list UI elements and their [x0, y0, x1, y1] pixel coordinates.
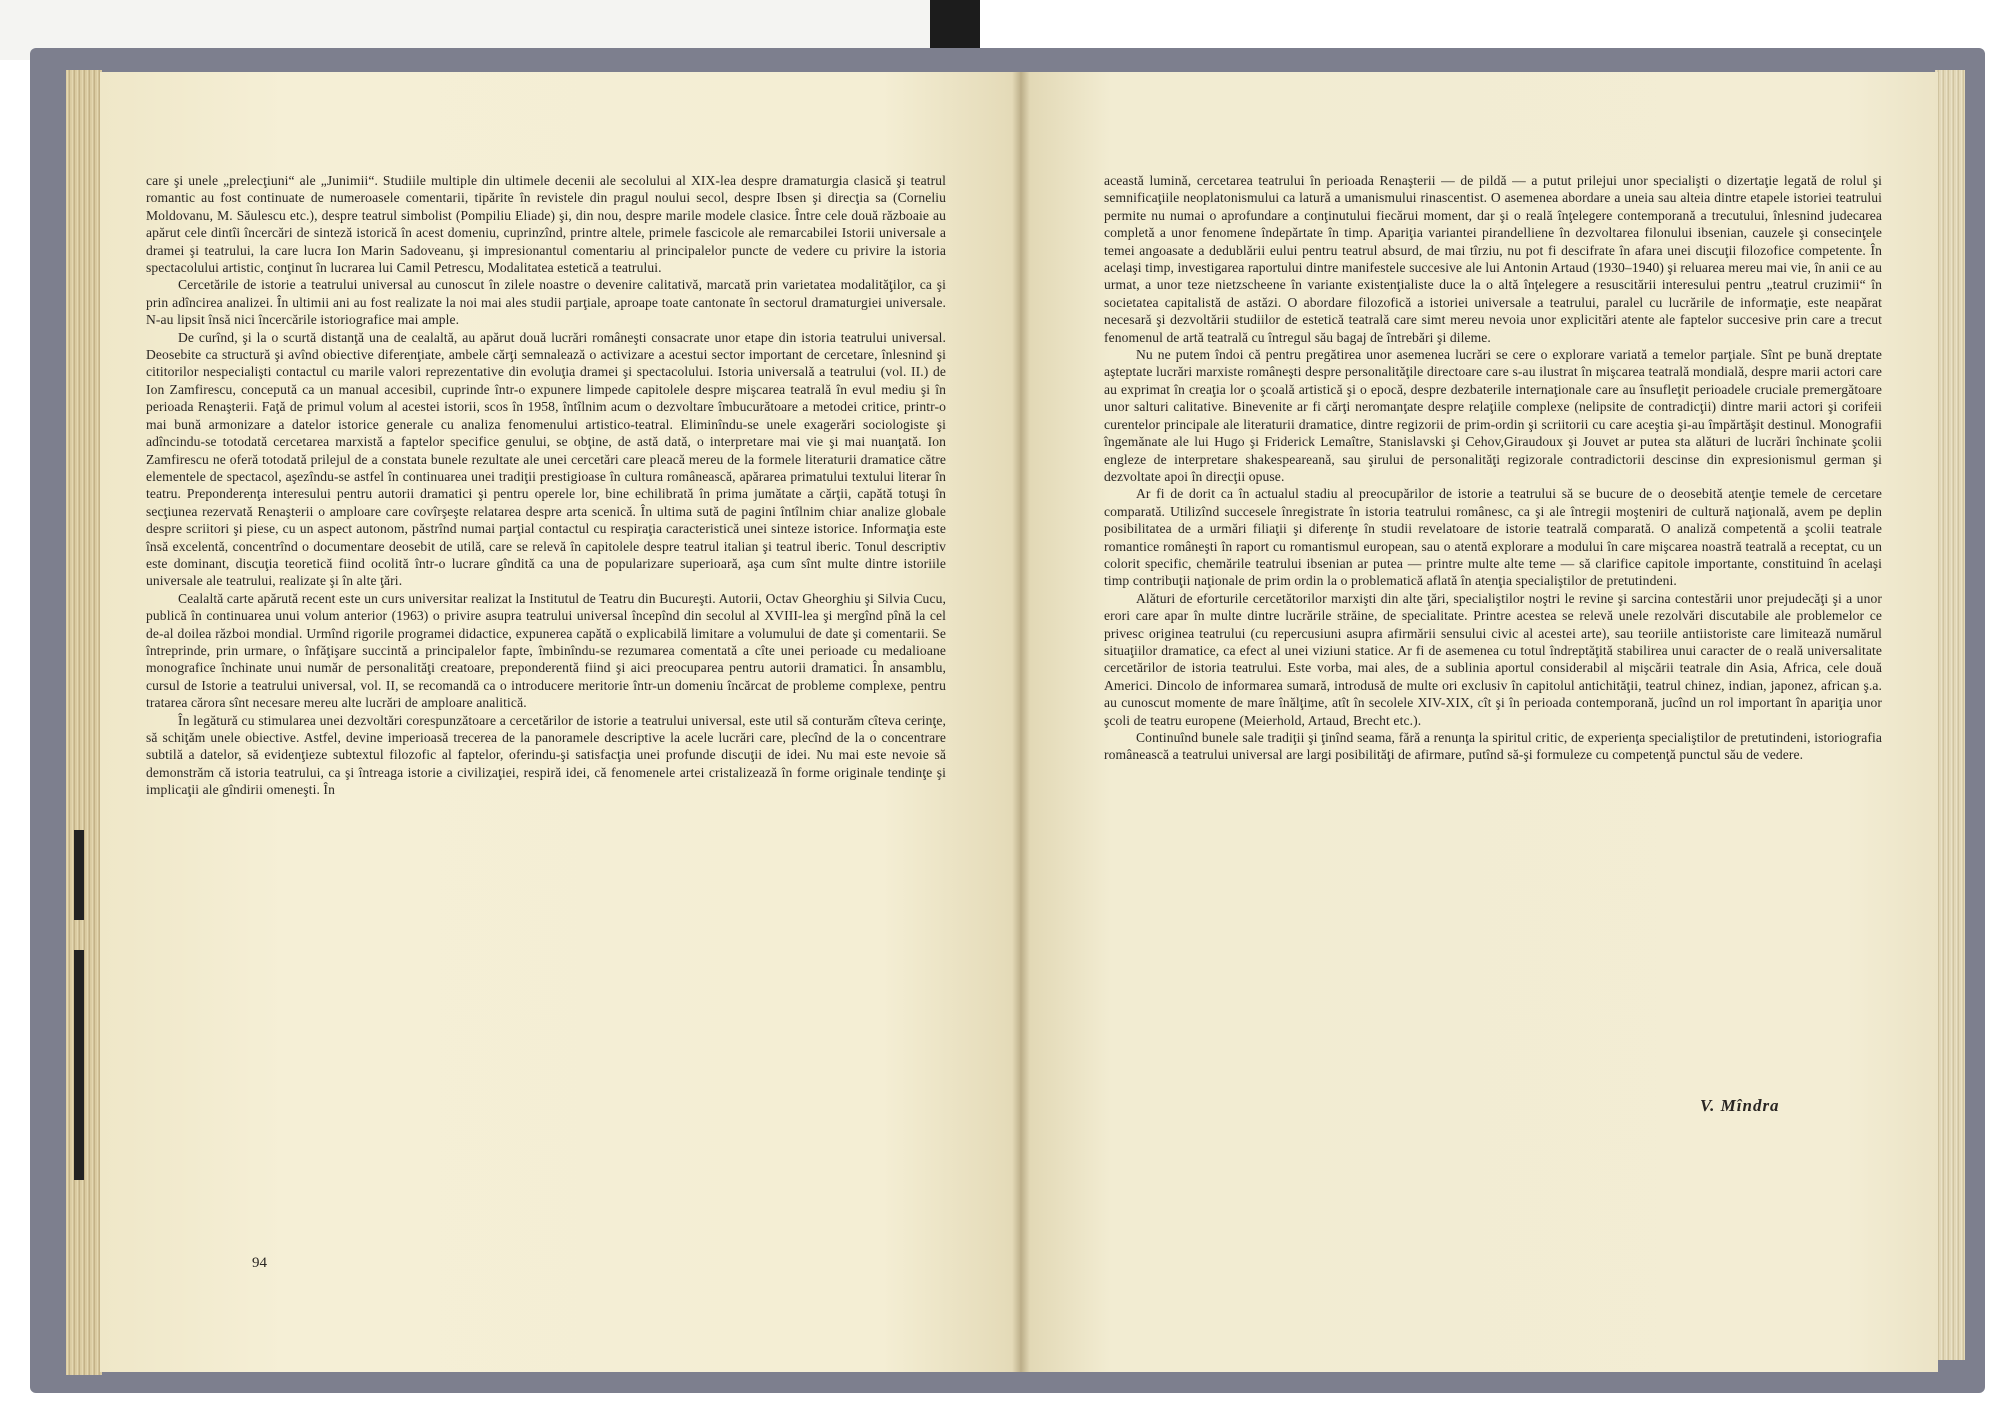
left-page-text: [146, 172, 946, 799]
paragraph: care şi unele „prelecţiuni“ ale „Junimii“. Studiile multiple din ultimele decenii ale secolului al XIX-lea despre dramaturgia clasică şi teatrul romantic au fost continuate de numeroasele comentarii, tipărite în revistele din pragul noului secol, despre Ibsen şi direcţia sa (Corneliu Moldovanu, M. Săulescu etc.), despre teatrul simbolist (Pompiliu Eliade) şi, din nou, despre marile modele clasice. Între cele două războaie au apărut cele dintîi încercări de sinteză istorică în acest domeniu, cuprinzînd, printre altele, primele fascicole ale remarcabilei Istorii universale a dramei şi teatrului, la care lucra Ion Marin Sadoveanu, şi impresionantul comentariu al principalelor puncte de vedere cu privire la istoria spectacolului artistic, conţinut în lucrarea lui Camil Petrescu, Modalitatea estetică a teatrului.: [146, 173, 946, 276]
paragraph: Continuînd bunele sale tradiţii şi ţinînd seama, fără a renunţa la spiritul critic, de experienţa specialiştilor de pretutindeni, istoriografia românească a teatrului universal are largi posibilităţi de afirmare, putînd să-şi formuleze cu competenţă punctul său de vedere.: [1104, 730, 1882, 763]
paragraph: Cealaltă carte apărută recent este un curs universitar realizat la Institutul de Teatru din Bucureşti. Autorii, Octav Gheorghiu şi Silvia Cucu, publică în continuarea unui volum anterior (1963) o privire asupra teatrului universal începînd din secolul al XVIII-lea şi mergînd pînă la cel de-al doilea război mondial. Urmînd rigorile programei didactice, expunerea capătă o explicabilă limitare a volumului de date şi comentarii. Se întreprinde, prin urmare, o înfăţişare succintă a principalelor fapte, îmbinîndu-se rezumarea comentată a cîte unei perioade cu medalioane monografice închinate unui număr de personalităţi creatoare, preponderentă fiind şi aici preocuparea pentru autorii dramatici. În ansamblu, cursul de Istorie a teatrului universal, vol. II, se recomandă ca o introducere meritorie într-un domeniu încărcat de probleme complexe, pentru tratarea cărora sînt necesare mereu alte lucrări de amploare analitică.: [146, 590, 946, 711]
paragraph: această lumină, cercetarea teatrului în perioada Renaşterii — de pildă — a putut prilejui unor specialişti o dizertaţie legată de rolul şi semnificaţiile neoplatonismului ca latură a umanismului rinascentist. O asemenea abordare a uneia sau alteia dintre etapele istoriei teatrului permite nu numai o aprofundare a conţinutului fiecărui moment, dar şi o reală înţelegere contemporană a trecutului, înlesnind judecarea completă a unor fenomene îndepărtate în timp. Apariţia variantei pirandelliene în dezvoltarea filonului ibsenian, cauzele şi consecinţele temei angoasate a dedublării eului pentru teatrul absurd, de mai tîrziu, nu pot fi descifrate în afara unei discuţii filozofice competente. În acelaşi timp, investigarea raportului dintre manifestele succesive ale lui Antonin Artaud (1930–1940) şi reluarea mereu mai vie, în anii ce au urmat, a unor teze nietzscheene în variante existenţialiste duce la o altă înţelegere a resuscitării interesului pentru „teatrul cruzimii“ în societatea capitalistă de astăzi. O abordare filozofică a istoriei universale a teatrului, paralel cu lucrările de informaţie, este neapărat necesară şi dezvoltării studiilor de estetică teatrală care simt mereu nevoia unor explicitări atente ale faptelor succesive prin care a trecut fenomenul de artă teatrală cu întregul său bagaj de întrebări şi dileme.: [1104, 173, 1882, 345]
paragraph: Ar fi de dorit ca în actualul stadiu al preocupărilor de istorie a teatrului să se bucure de o deosebită atenţie temele de cercetare comparată. Utilizînd succesele înregistrate în istoria teatrului românesc, ca şi ale întregii moşteniri de cultură naţională, avem pe deplin posibilitatea de a urmări filiaţii şi diferenţe în studii revelatoare de istorie teatrală comparată. O analiză competentă a şcolii teatrale romantice româneşti în raport cu romantismul european, sau o atentă explorare a modului în care mişcarea noastră teatrală a receptat, cu un colorit specific, chemările teatrului ibsenian ar putea — printre multe alte teme — să clarifice capitole importante, constituind în acelaşi timp contribuţii naţionale de prim ordin la o problematică aflată în atenţia specialiştilor de pretutindeni.: [1104, 486, 1882, 589]
paragraph: Nu ne putem îndoi că pentru pregătirea unor asemenea lucrări se cere o explorare variată a temelor parţiale. Sînt pe bună dreptate aşteptate lucrări marxiste româneşti despre personalităţile directoare care s-au ilustrat în mişcarea teatrală mondială, despre marii actori care au exprimat în creaţia lor o şcoală artistică şi o epocă, despre dezbaterile internaţionale care au însufleţit perioadele cruciale premergătoare unor salturi calitative. Binevenite ar fi cărţi neromanţate despre relaţiile complexe (nelipsite de contradicţii) dintre marii actori şi corifeii curentelor principale ale literaturii dramatice, dintre regizorii de prim-ordin şi scriitorii cu care aceştia şi-au împărtăşit destinul. Monografii îngemănate ale lui Hugo şi Friderick Lemaître, Stanislavski şi Cehov,Giraudoux şi Jouvet ar putea sta alături de lucrări închinate şcolii engleze de interpretare shakespeareană, sau şirului de personalităţi regizorale contradictorii descinse din expresionismul german şi dezvoltate apoi în direcţii opuse.: [1104, 347, 1882, 484]
page-block-edge-right: [1935, 70, 1965, 1360]
paragraph: Cercetările de istorie a teatrului universal au cunoscut în zilele noastre o devenire calitativă, marcată prin varietatea modalităţilor, ca şi prin adîncirea analizei. În ultimii ani au fost realizate la noi mai ales studii parţiale, aproape toate cantonate în sectorul dramaturgiei universale. N-au lipsit însă nici încercările istoriografice mai ample.: [146, 277, 946, 328]
book-gutter: [1012, 72, 1030, 1372]
page-block-edge-left: [66, 70, 102, 1375]
author-signature: V. Mîndra: [1700, 1096, 1780, 1115]
paragraph: Alături de eforturile cercetătorilor marxişti din alte ţări, specialiştilor noştri le revine şi sarcina contestării unor prejudecăţi şi a unor erori care apar în multe dintre lucrările străine, de specialitate. Printre acestea se relevă unele rezolvări discutabile ale problemelor ce privesc originea teatrului (cu repercusiuni asupra afirmării sensului civic al acestei arte), sau teoriile antiistoriste care limitează numărul situaţiilor dramatice, ca efect al unei viziuni statice. Ar fi de asemenea cu totul îndreptăţită stabilirea unui caracter de o reală universalitate cercetărilor de istoria teatrului. Este vorba, mai ales, de a sublinia aportul considerabil al mişcării teatrale din Asia, Africa, cele două Americi. Dincolo de informarea sumară, introdusă de multe ori exclusiv în capitolul antichităţii, teatrul chinez, indian, japonez, african ş.a. au cunoscut momente de mare înălţime, atît în secolele XIV-XIX, cît şi în perioada contemporană, jucînd un rol important în apariţia unor şcoli de teatru europene (Meierhold, Artaud, Brecht etc.).: [1104, 590, 1882, 728]
paragraph: În legătură cu stimularea unei dezvoltări corespunzătoare a cercetărilor de istorie a teatrului universal, este util să conturăm cîteva cerinţe, să schiţăm unele obiective. Astfel, devine imperioasă trecerea de la panoramele descriptive la acele lucrări care, plecînd de la o concentrare subtilă a datelor, să evidenţieze subtextul filozofic al faptelor, oferindu-şi satisfacţia unei profunde discuţii de idei. Nu mai este nevoie să demonstrăm că istoria teatrului, ca şi întreaga istorie a civilizaţiei, respiră idei, că fenomenele artei cristalizează în forme originale tendinţe şi implicaţii ale gîndirii omeneşti. În: [146, 712, 946, 798]
paragraph: De curînd, şi la o scurtă distanţă una de cealaltă, au apărut două lucrări româneşti consacrate unor etape din istoria teatrului universal. Deosebite ca structură şi avînd obiective diferenţiate, ambele cărţi semnalează o activizare a acestui sector important de cercetare, înlesnind şi cititorilor nespecialişti contactul cu marile valori reprezentative din evoluţia dramei şi spectacolului. Istoria universală a teatrului (vol. II.) de Ion Zamfirescu, concepută ca un manual accesibil, cuprinde într-o expunere limpede capitolele despre mişcarea teatrală în evul mediu şi în perioada Renaşterii. Faţă de primul volum al acestei istorii, scos în 1958, întîlnim acum o dezvoltare îmbucurătoare a metodei critice, printr-o mai bună armonizare a datelor istorice generale cu analiza fenomenului artistico-teatral. Eliminîndu-se unele exagerări sociologiste şi adîncindu-se totodată cercetarea marxistă a faptelor specifice genului, se obţine, de astă dată, o interpretare mai vie şi mai nuanţată. Ion Zamfirescu ne oferă totodată prilejul de a constata bunele rezultate ale unei cercetări care pleacă mereu de la formele literaturii dramatice către elementele de spectacol, aşezîndu-se astfel în continuarea unei tradiţii prestigioase în cultura românească, apărarea primatului textului literar în teatru. Preponderenţa interesului pentru autorii dramatici şi pentru operele lor, bine echilibrată în prima jumătate a cărţii, capătă totuşi în secţiunea rezervată Renaşterii o amploare care covîrşeşte relatarea despre arta scenică. În ultima sută de pagini întîlnim chiar analize globale despre scriitori şi piese, cu un aspect autonom, păstrînd numai parţial contactul cu respiraţia caracteristică unei sinteze istorice. Informaţia este însă excelentă, concentrînd o documentare deosebit de utilă, care se relevă în capitolele despre teatrul italian şi teatrul iberic. Tonul descriptiv este dominant, discuţia teoretică fiind ocolită într-o lucrare gîndită ca una de popularizare superioară, aşa cum sînt multe dintre istoriile universale ale teatrului, realizate şi în alte ţări.: [146, 329, 946, 589]
page-number: 94: [252, 1255, 267, 1271]
scan-edge-shadow: [930, 0, 980, 52]
right-page-text: [1104, 172, 1882, 764]
